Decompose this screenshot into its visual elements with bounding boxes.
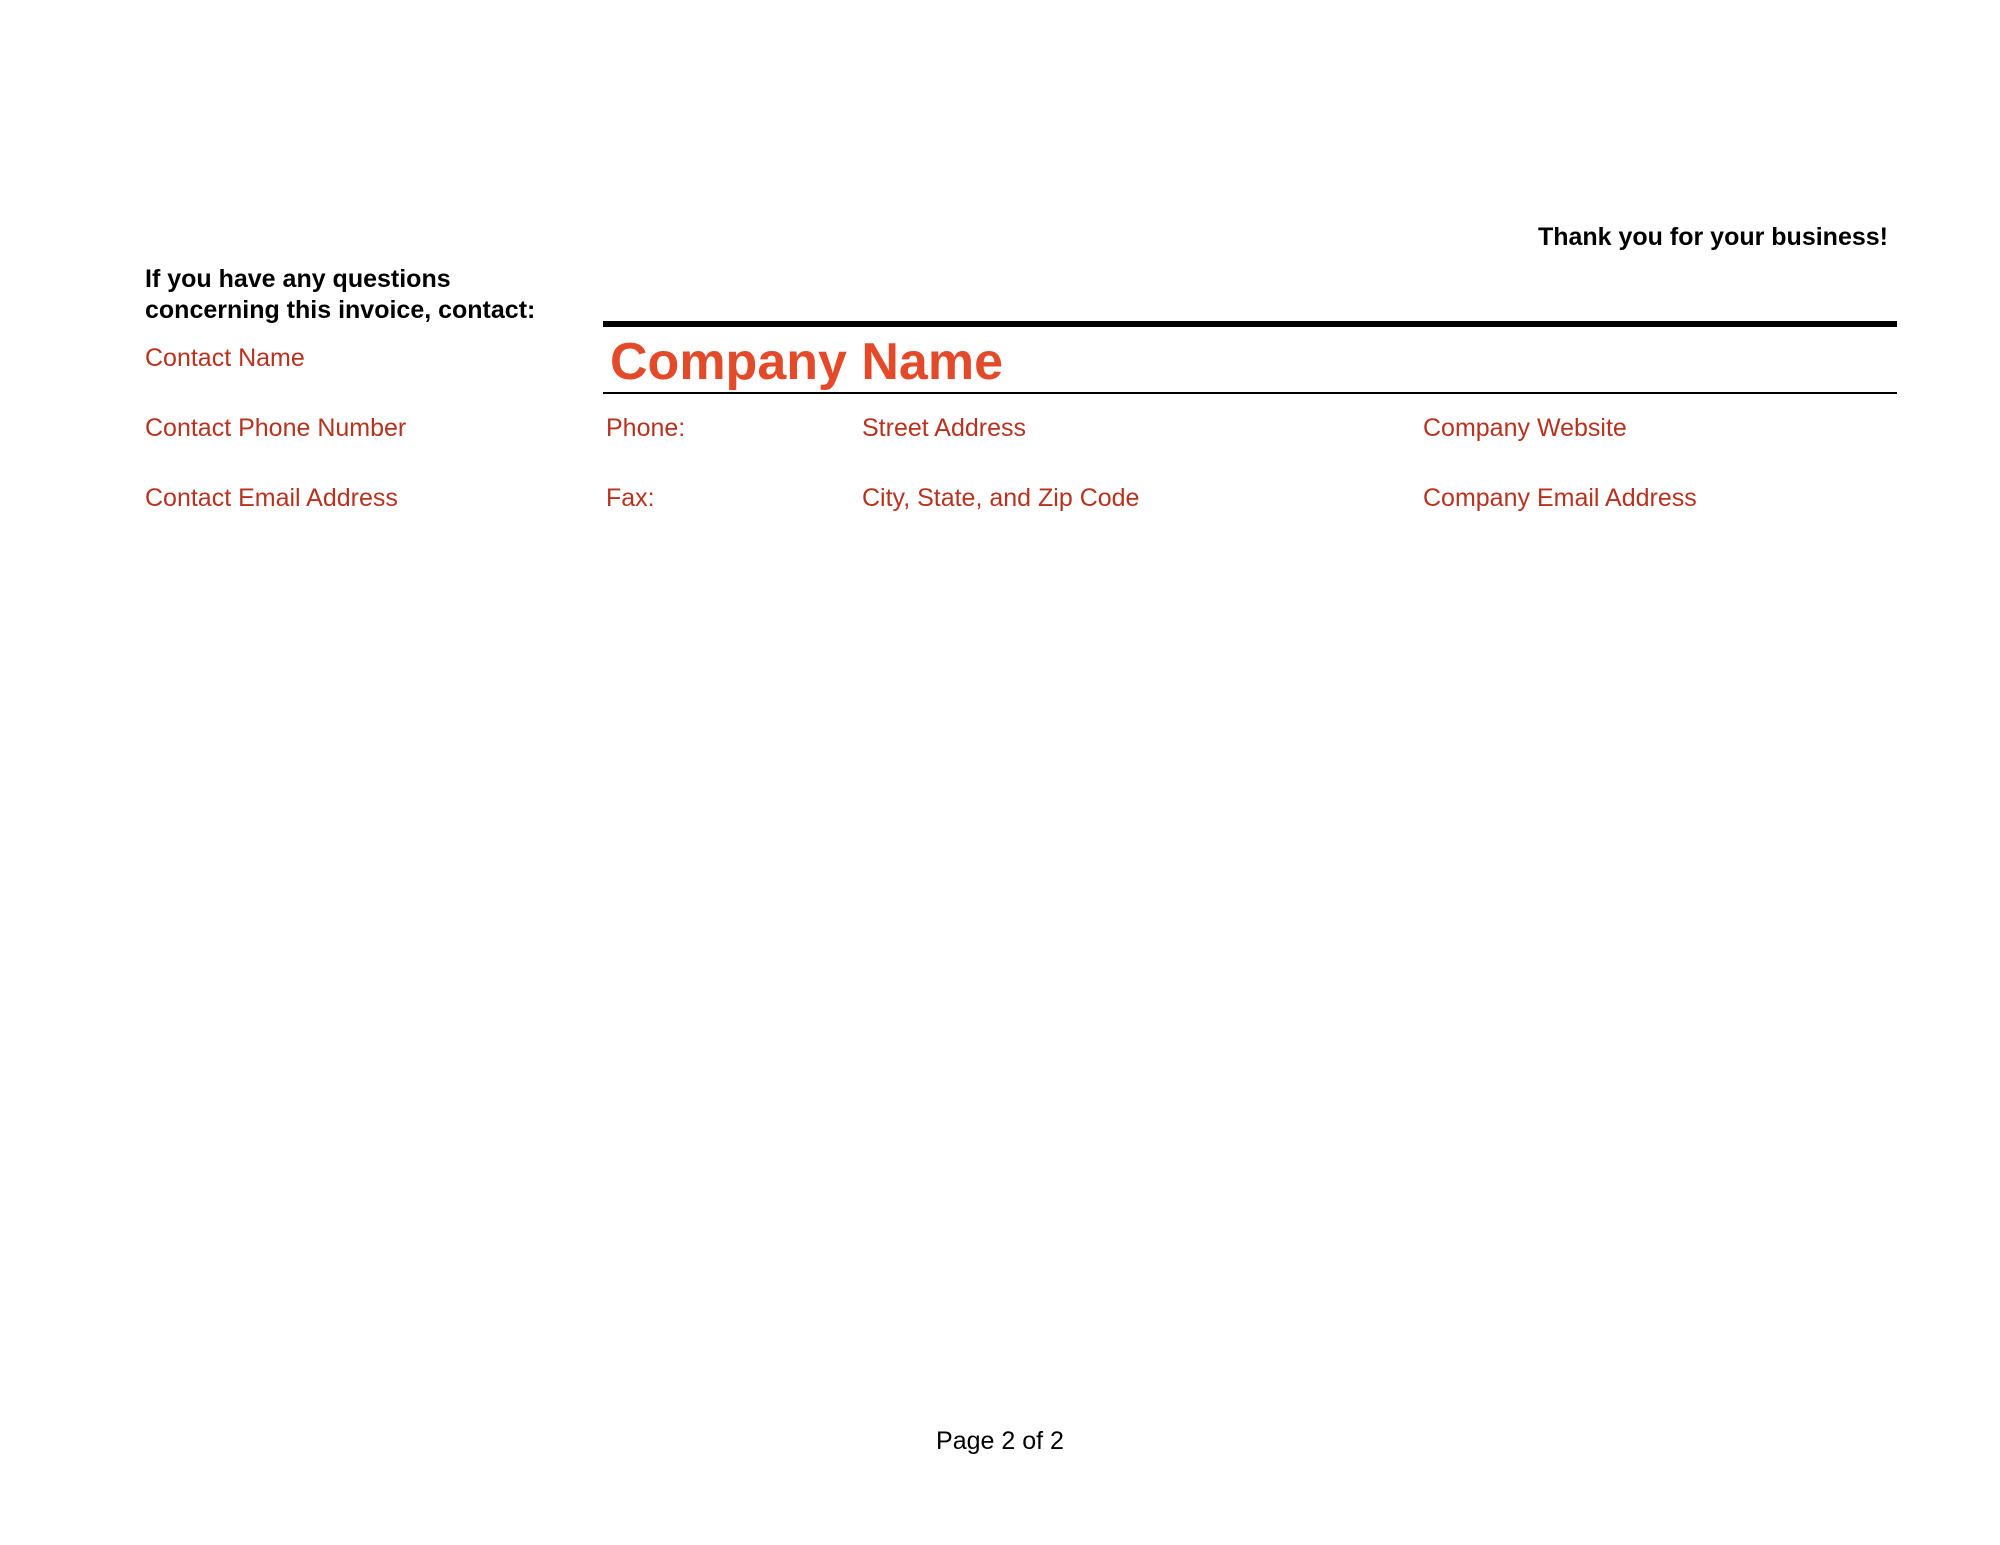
company-website: Company Website xyxy=(1423,414,1627,442)
company-email: Company Email Address xyxy=(1423,484,1697,512)
company-name: Company Name xyxy=(610,333,1003,391)
fax-label: Fax: xyxy=(606,484,655,512)
street-address: Street Address xyxy=(862,414,1026,442)
phone-label: Phone: xyxy=(606,414,686,442)
bottom-divider xyxy=(603,392,1897,394)
city-state-zip: City, State, and Zip Code xyxy=(862,484,1140,512)
top-divider xyxy=(603,321,1897,327)
contact-name: Contact Name xyxy=(145,344,305,372)
page-number: Page 2 of 2 xyxy=(936,1427,1064,1455)
contact-phone: Contact Phone Number xyxy=(145,414,407,442)
thank-you-message: Thank you for your business! xyxy=(1537,223,1888,251)
contact-email: Contact Email Address xyxy=(145,484,398,512)
questions-contact-heading: If you have any questions concerning this invoice, contact: xyxy=(145,265,536,324)
